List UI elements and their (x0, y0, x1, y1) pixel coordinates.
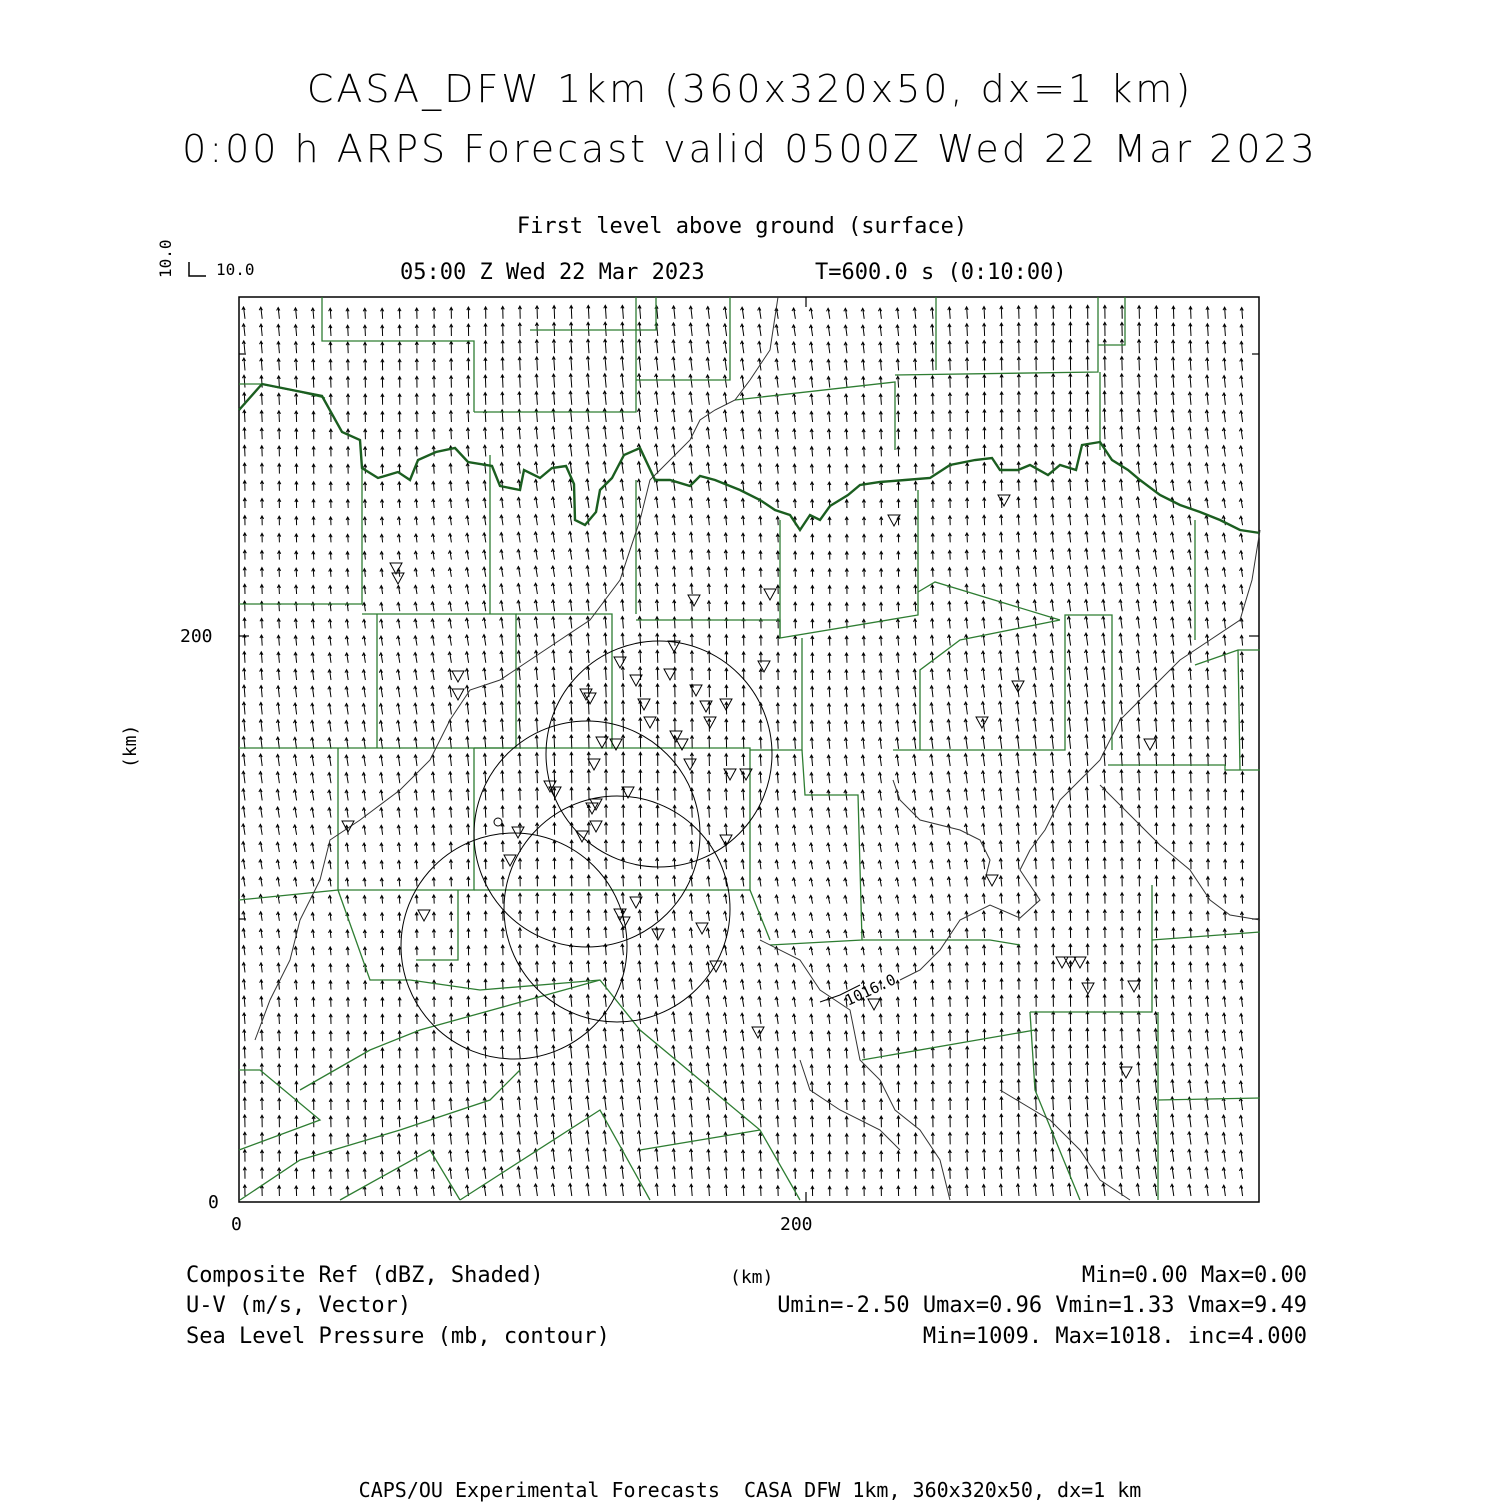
station-marker-icon (696, 923, 708, 934)
valid-time-label: 05:00 Z Wed 22 Mar 2023 (400, 260, 705, 285)
legend-stats-pressure: Min=1009. Max=1018. inc=4.000 (922, 1324, 1307, 1349)
station-marker-icon (998, 495, 1010, 506)
station-marker-icon (1128, 981, 1140, 992)
wind-vector-field (242, 305, 1244, 1196)
x-axis-label: (km) (730, 1267, 774, 1288)
station-marker-icon (590, 799, 602, 810)
station-markers (342, 495, 1156, 1078)
legend-field-wind: U-V (m/s, Vector) (186, 1293, 412, 1318)
station-marker-icon (584, 693, 596, 704)
station-marker-icon (590, 821, 602, 832)
y-tick-200: 200 (180, 626, 213, 647)
vector-key-vertical-label: 10.0 (156, 239, 175, 278)
county-boundaries (239, 297, 1260, 1200)
footer-credit: CAPS/OU Experimental Forecasts CASA DFW 1km, 360x320x50, dx=1 km (358, 1478, 1142, 1502)
y-axis-label: (km) (120, 724, 141, 768)
level-label: First level above ground (surface) (516, 214, 968, 239)
plot-frame (239, 297, 1259, 1202)
model-time-label: T=600.0 s (0:10:00) (815, 260, 1067, 285)
y-tick-0: 0 (208, 1192, 219, 1213)
station-marker-icon (704, 717, 716, 728)
station-marker-icon (1056, 957, 1068, 968)
vector-key-icon (189, 262, 206, 276)
station-marker-icon (452, 689, 464, 700)
station-marker-icon (688, 595, 700, 606)
x-tick-0: 0 (231, 1214, 242, 1235)
station-marker-icon (614, 909, 626, 920)
station-marker-icon (986, 875, 998, 886)
station-marker-icon (580, 689, 592, 700)
station-marker-icon (614, 657, 626, 668)
station-marker-icon (684, 759, 696, 770)
station-marker-icon (588, 759, 600, 770)
radar-site-marker (494, 818, 502, 826)
station-marker-icon (452, 671, 464, 682)
legend-stats-wind: Umin=-2.50 Umax=0.96 Vmin=1.33 Vmax=9.49 (777, 1293, 1307, 1318)
station-marker-icon (504, 855, 516, 866)
wind-vector-arrows (242, 305, 1244, 1196)
station-marker-icon (390, 563, 402, 574)
legend-stats-reflectivity: Min=0.00 Max=0.00 (1081, 1263, 1307, 1288)
station-marker-icon (670, 731, 682, 742)
station-marker-icon (868, 999, 880, 1010)
legend-field-reflectivity: Composite Ref (dBZ, Shaded) (186, 1263, 544, 1288)
station-marker-icon (1144, 739, 1156, 750)
river-main (239, 384, 1260, 533)
station-marker-icon (644, 717, 656, 728)
station-marker-icon (1074, 957, 1086, 968)
chart-title-line1: CASA_DFW 1km (360x320x50, dx=1 km) (306, 67, 1194, 111)
station-marker-icon (764, 589, 776, 600)
station-marker-icon (664, 669, 676, 680)
chart-title-line2: 0:00 h ARPS Forecast valid 0500Z Wed 22 Mar 2023 (182, 127, 1318, 171)
x-tick-200: 200 (780, 1214, 813, 1235)
vector-key-horizontal-label: 10.0 (216, 260, 255, 279)
station-marker-icon (418, 910, 430, 921)
legend-field-pressure: Sea Level Pressure (mb, contour) (186, 1324, 610, 1349)
station-marker-icon (512, 827, 524, 838)
axis-ticks (239, 297, 1259, 1202)
station-marker-icon (392, 573, 404, 584)
station-marker-icon (652, 929, 664, 940)
station-marker-icon (586, 803, 598, 814)
station-marker-icon (976, 717, 988, 728)
slp-contour-label: 1016.0 (842, 970, 899, 1010)
